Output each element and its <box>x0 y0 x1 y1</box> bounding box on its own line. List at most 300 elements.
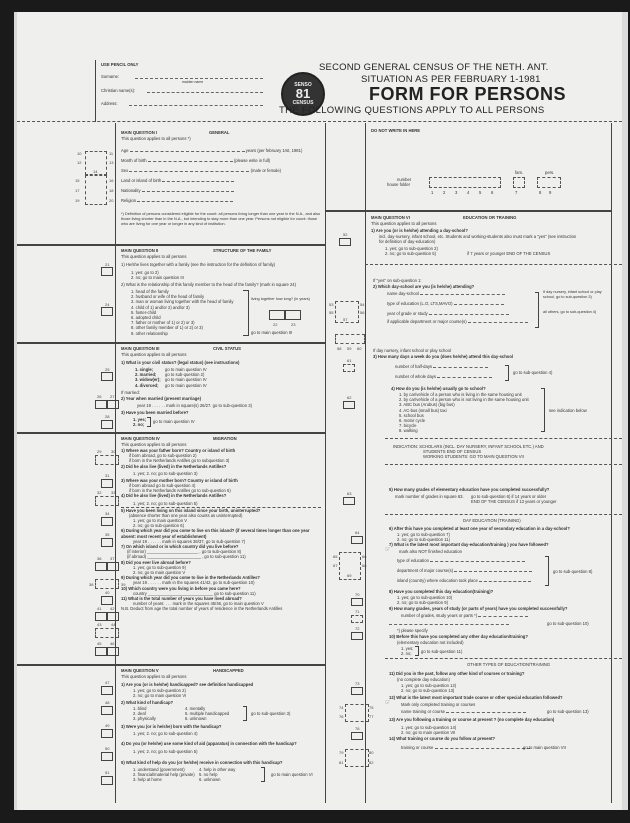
q3-s3-no[interactable]: 2. no; <box>133 422 145 427</box>
input[interactable] <box>435 745 530 749</box>
square-73[interactable] <box>351 687 363 695</box>
input[interactable] <box>468 319 528 323</box>
q4-s5-yes[interactable]: 1. yes; go to main question V <box>133 518 188 524</box>
transport-opt-4[interactable]: 4. AC-bus (small bus) taxi <box>399 407 447 413</box>
square-num-37: 37 <box>110 556 115 561</box>
q5-s2: 2) What kind of handicap? <box>121 700 174 705</box>
q5-s1-yes[interactable]: 1. yes; go to sub-question 2) <box>133 688 186 693</box>
q6-section: EDUCATION OR TRAINING <box>463 215 517 220</box>
square-num-57: 57 <box>343 317 348 322</box>
square-41[interactable] <box>95 612 107 621</box>
q6-s6-yes[interactable]: 1. yes; go to sub-question 7) <box>397 532 450 537</box>
religion-input[interactable] <box>137 198 233 202</box>
q4-nb: N.B. Deduct from age the total number of years of residence in the Netherlands Antilles <box>121 606 283 612</box>
q2-opt-2[interactable]: 2. husband or wife of the head of family <box>131 294 205 300</box>
q6-field-year-grade[interactable] <box>387 311 537 319</box>
square-46[interactable] <box>107 647 119 656</box>
q4-q5-separator <box>17 664 325 666</box>
q6-s10-note: (elementary education not included) <box>397 640 464 645</box>
square-37[interactable] <box>107 562 119 571</box>
q6-s4-bracket <box>541 388 545 432</box>
square-num-71: 71 <box>355 609 360 614</box>
square-num-80: 80 <box>369 750 374 755</box>
square-num-19: 19 <box>75 198 80 203</box>
q6-field-island[interactable] <box>397 578 532 588</box>
q5-s1-no[interactable]: 2. no; go to main question VI <box>133 693 187 698</box>
square-num-56: 56 <box>360 310 365 315</box>
square-num-28: 28 <box>105 414 110 419</box>
digit-5: 5 <box>479 190 482 195</box>
q6-s8: 8) Have you completed this day education(training)? <box>389 589 494 594</box>
q6-s11: 11) Did you in the past, follow any other kind of courses or training? <box>389 671 525 676</box>
input[interactable] <box>430 558 525 562</box>
q2-opt-9[interactable]: 9. other relationship <box>131 330 168 336</box>
q4-s11: 11) What is the total number of years you have lived abroad? <box>121 596 242 602</box>
q3-opt-divorced[interactable] <box>135 383 207 388</box>
square-num-65: 65 <box>333 554 338 559</box>
square-num-79: 79 <box>339 750 344 755</box>
right-column-divider <box>365 123 366 803</box>
square-26[interactable] <box>95 400 107 409</box>
q3-if-married: If married: <box>121 390 140 395</box>
q6-s13-no[interactable]: 2. no; go to main question VII <box>401 730 456 735</box>
square-num-16: 16 <box>109 178 114 183</box>
month-label: Month of birth <box>121 158 147 163</box>
square-num-53: 53 <box>329 302 334 307</box>
square-num-69: 69 <box>347 573 352 578</box>
square-21[interactable] <box>101 267 113 276</box>
square-num-29: 29 <box>97 449 102 454</box>
indication-line2: STUDENTS END OF CENSUS <box>423 449 482 455</box>
q6-s10-no[interactable]: 2. no; <box>401 651 412 656</box>
square-38-39[interactable] <box>95 579 119 589</box>
q6-s14-goto: go to main question VII <box>523 745 566 750</box>
q2-bracket <box>243 290 249 336</box>
q2-opt-1[interactable]: 1. head of the family <box>131 289 169 294</box>
q6-s10-goto: go to sub-question 11) <box>421 649 463 654</box>
q4-s3-note1: if born abroad go to sub-question 4) <box>129 483 196 489</box>
transport-opt-1[interactable]: 1. by car/vehicle of a person who is living in the same housing unit <box>399 392 522 397</box>
square-43-44[interactable] <box>95 628 119 638</box>
q6-indication-bottom <box>385 464 627 465</box>
q2-s2: 2) What is the relationship of this family member to the head of the family? (mark in square 24) <box>121 282 297 287</box>
square-num-36: 36 <box>97 556 102 561</box>
square-num-43: 43 <box>97 622 102 627</box>
square-58-60[interactable] <box>335 334 365 344</box>
q6-s1-no[interactable]: 2. no; go to sub-question 5) <box>385 251 436 256</box>
square-num-58: 58 <box>337 346 342 351</box>
surname-label: Surname: <box>101 74 120 79</box>
q4-s3[interactable]: 3) Where was your mother born? Country or island of birth <box>121 477 238 483</box>
q3-s1-options <box>135 367 207 388</box>
input[interactable] <box>478 613 528 617</box>
square-num-67: 67 <box>333 563 338 568</box>
logo-top-text: SENSO <box>294 82 312 88</box>
handicap-unknown[interactable]: 6. unknown <box>185 716 207 722</box>
q6-s1-yes[interactable]: 1. yes; go to sub-question 2) <box>385 246 438 251</box>
q2-opt-6[interactable]: 6. adopted child <box>131 315 161 321</box>
square-24[interactable] <box>101 307 113 316</box>
square-num-68: 68 <box>362 563 367 568</box>
square-32-33[interactable] <box>95 496 119 506</box>
q6-s1-end: if 7 years or younger END OF THE CENSUS <box>467 251 551 256</box>
help-unknown[interactable]: 6. unknown <box>199 777 221 783</box>
square-31[interactable] <box>101 479 113 488</box>
help-private[interactable]: 2. financial/material help (private) <box>133 772 195 778</box>
square-num-76: 76 <box>339 714 344 719</box>
q2-opt-7[interactable]: 7. father or mother of 1) or 2) or 3) <box>131 320 195 326</box>
q6-field-type-ed[interactable] <box>397 558 532 568</box>
q4-s7: 7) On which island or in which country did you live before? <box>121 544 239 550</box>
q4-s1[interactable]: 1) Where was your father born? Country or island of birth <box>121 448 236 453</box>
q3-section: CIVIL STATUS <box>213 346 241 351</box>
q1-field-birthplace[interactable] <box>121 178 321 188</box>
q2-s1-opt2[interactable]: 2. no; go to main question III <box>131 275 184 280</box>
q6-s6-no[interactable]: 2. no; go to sub-question 11) <box>397 537 450 542</box>
square-70[interactable] <box>351 598 363 606</box>
q5-help-col1 <box>133 767 195 783</box>
q6-s9-note: *) please specify <box>397 628 428 633</box>
square-28[interactable] <box>101 420 113 429</box>
q6-title: MAIN QUESTION VI <box>371 215 410 220</box>
q4-s7-abroad[interactable]: (if abroad) _______________________ , go to sub-question 11) <box>127 554 246 560</box>
transport-opt-8[interactable]: 8. walking <box>399 428 418 434</box>
square-63[interactable] <box>343 497 355 505</box>
input[interactable] <box>433 364 488 368</box>
input[interactable] <box>429 311 509 315</box>
q6-s2-goto2: all others, go to sub-question 4) <box>543 310 597 314</box>
q6-s9-field[interactable] <box>401 613 528 618</box>
help-none[interactable]: 5. no help <box>199 772 218 778</box>
q1-title: MAIN QUESTION I <box>121 130 158 135</box>
q6-s8-no[interactable]: 2. no; go to sub-question 9) <box>397 600 448 605</box>
q5-s3-opts[interactable]: 1. yes; 2. no; go to sub-question 4) <box>133 731 198 736</box>
square-num-74: 74 <box>339 705 344 710</box>
square-num-49: 49 <box>105 723 110 728</box>
q2-opt-8[interactable]: 8. other family member of 1) or 2) or 3) <box>131 325 203 331</box>
title-sub: THE FOLLOWING QUESTIONS APPLY TO ALL PERSONS <box>279 105 545 116</box>
q4-s5-note: (absence shorter than one year also counts as uninterrupted) <box>129 512 243 518</box>
label: number of whole days <box>395 374 436 379</box>
q5-s5: 5) What kind of help do you (or he/she) receive in connection with this handicap? <box>121 760 283 765</box>
square-num-72: 72 <box>355 626 360 631</box>
maiden-name-hint: maiden name <box>182 80 204 84</box>
square-50[interactable] <box>101 752 113 761</box>
sex-input[interactable] <box>129 168 249 172</box>
square-78[interactable] <box>351 732 363 740</box>
center-divider <box>325 123 326 803</box>
q3-s3-goto: go to main question IV <box>153 419 195 424</box>
square-grid-15-20[interactable] <box>85 175 107 205</box>
q6-s12-field[interactable] <box>401 709 526 714</box>
q5-s3: 3) Were you (or is he/she) born with the handicap? <box>121 724 222 729</box>
q3-s1: 1) What is your civil status? (legal status) (see instructions) <box>121 360 240 365</box>
q6-field-half-days[interactable] <box>395 364 492 374</box>
month-input[interactable] <box>148 158 233 162</box>
q6-field-name-school[interactable] <box>387 291 537 301</box>
label: number of grades, study years or parts *) <box>401 613 478 618</box>
transport-opt-5[interactable]: 5. school bus <box>399 412 424 418</box>
logo-year: 81 <box>295 86 311 101</box>
q4-s9-year[interactable]: year 19 . . . . . . mark in the squares 41/42, go to sub-question 10) <box>133 580 255 586</box>
q2-title: MAIN QUESTION II <box>121 248 159 253</box>
input[interactable] <box>437 374 492 378</box>
q6-s5: 5) How many grades of elementary education have you completed successfully? <box>389 487 550 492</box>
square-40[interactable] <box>101 596 113 605</box>
q4-s5-no[interactable]: 2. no; go to sub-question 6) <box>133 523 184 529</box>
square-64[interactable] <box>351 536 363 544</box>
square-49[interactable] <box>101 729 113 738</box>
q1-field-nationality[interactable] <box>121 188 321 198</box>
q4-s2-opts[interactable]: 1. yes; 2. no; go to sub-question 3) <box>133 470 198 476</box>
nationality-label: Nationality <box>121 188 141 193</box>
q6-field-dept-major[interactable] <box>397 568 532 578</box>
digit-4: 4 <box>467 190 470 195</box>
input[interactable] <box>454 301 504 305</box>
q6-s13-yes[interactable]: 1. yes; go to sub-question 14) <box>401 725 457 730</box>
opt-num: 1. single; <box>135 367 154 372</box>
handicap-multiple[interactable]: 5. multiple handicapped <box>185 711 230 717</box>
square-25[interactable] <box>101 372 113 381</box>
house-folder-number-input[interactable] <box>429 177 501 188</box>
q2-s1-opt1[interactable]: 1. yes: go to 2) <box>131 270 159 275</box>
square-51[interactable] <box>101 776 113 785</box>
q5-s1: 1) Are you (or is he/she) handicapped? see definition handicapped <box>121 682 254 687</box>
square-36[interactable] <box>95 562 107 571</box>
square-num-52: 52 <box>343 232 348 237</box>
house-folder-label: house folder <box>387 182 411 187</box>
q6-s3: 3) How many days a week do you (does he/she) attend this day-school <box>373 354 514 359</box>
number-label: number <box>397 177 412 182</box>
nationality-input[interactable] <box>142 188 234 192</box>
q5-s4: 4) Do you (or he/she) use some kind of aid (apparatus) in connection with the handicap? <box>121 741 297 746</box>
q4-s8: 8) Did you ever live abroad before? <box>121 559 191 565</box>
q1-field-age[interactable] <box>121 148 321 158</box>
square-72[interactable] <box>351 632 363 640</box>
square-num-78: 78 <box>355 726 360 731</box>
help-at-home[interactable]: 3. help at home <box>133 777 162 783</box>
label: number of half-days <box>395 364 433 369</box>
square-num-18: 18 <box>109 188 114 193</box>
q6-s11-note: (no complete day education) <box>397 677 450 682</box>
square-48[interactable] <box>101 706 113 715</box>
q4-s4-opts[interactable]: 1. yes; 2. no; go to sub-question 5) <box>121 499 321 508</box>
square-45[interactable] <box>95 647 107 656</box>
birthplace-input[interactable] <box>162 178 234 182</box>
square-num-17: 17 <box>75 188 80 193</box>
square-34[interactable] <box>101 517 113 526</box>
square-num-63: 63 <box>347 491 352 496</box>
q6-s13: 13) Are you following a training or course at present ? (no complete day education) <box>389 717 555 722</box>
square-num-12: 12 <box>77 160 82 165</box>
q6-s14: 14) What training or course do you follow at present? <box>389 736 496 741</box>
q5-s4-opts[interactable]: 1. yes; 2. no; go to sub-question 5) <box>133 749 198 754</box>
q3-title: MAIN QUESTION III <box>121 346 160 351</box>
q4-s6: 6) During which year did you come to live on this island? (if several times longer than one year absent: most recent year of establishment) <box>121 528 310 539</box>
q5-help-col2 <box>199 767 235 783</box>
square-num-30: 30 <box>111 449 116 454</box>
q4-s3-note2: if born in the Netherlands Antilles go to sub-question 5) <box>129 488 231 494</box>
q5-handicap-col2 <box>185 706 229 722</box>
q6-s11-yes[interactable]: 1. yes; go to sub-question 12) <box>401 683 457 688</box>
square-grid-79-82[interactable] <box>345 749 369 767</box>
surname-field[interactable] <box>135 78 263 79</box>
q6-s11-no[interactable]: 2. no; go to sub-question 13) <box>401 688 455 693</box>
square-num-33: 33 <box>111 490 116 495</box>
christian-names-label: Christian name(s): <box>101 88 136 93</box>
indication-line1: INDICATION: SCHOLARS (INCL. DAY NURSERY, INFANT SCHOOL ETC.) AND <box>393 444 544 449</box>
square-num-45: 45 <box>97 641 102 646</box>
square-num-75: 75 <box>369 705 374 710</box>
age-input[interactable] <box>130 148 245 152</box>
q2-opt-4[interactable]: 4. child of 1) and/or 2) and/or 3) <box>131 304 190 310</box>
square-num-66: 66 <box>362 554 367 559</box>
q4-s8-yes[interactable]: 1. yes; go to sub-question 9) <box>133 564 186 570</box>
q3-s2-line[interactable]: year 19 . . . . . . mark in square(s) 26/27. go to sub-question 3) <box>137 403 252 408</box>
q4-s7-interior[interactable]: (if interior) ______________________ , go to sub-question 8) <box>127 549 242 555</box>
help-government[interactable]: 1. understand (government) <box>133 767 185 772</box>
q4-s10: 10) Which country were you living in before you came here? <box>121 585 241 591</box>
label: island (country) where education took place <box>397 578 478 583</box>
q4-s5: 5) Have you been living on this island since your birth, uninterrupted? <box>121 507 261 513</box>
q6-s7-fields <box>397 558 532 588</box>
square-62[interactable] <box>343 401 355 409</box>
handicap-blind[interactable]: 1. blind <box>133 706 147 711</box>
handicap-deaf[interactable]: 2. deaf <box>133 711 146 717</box>
q6-s2: 2) Which day-school are you (is he/she) attending? <box>373 284 475 289</box>
square-num-60: 60 <box>357 346 362 351</box>
q3-s3-yes[interactable]: 1. yes; <box>133 417 147 422</box>
square-num-54: 54 <box>360 302 365 307</box>
q6-s10-yes[interactable]: 1. yes; <box>401 646 414 651</box>
square-35[interactable] <box>101 538 113 547</box>
input[interactable] <box>454 568 532 572</box>
square-22[interactable] <box>269 310 285 320</box>
q6-s5-line[interactable]: mark number of grades in square 63. <box>395 494 464 499</box>
office-q6-separator <box>325 210 611 212</box>
religion-label: Religion <box>121 198 137 203</box>
q5-help-goto: go to main question VI <box>271 772 313 777</box>
transport-opt-3[interactable]: 3. ABC bus (Arubus) (big bus) <box>399 402 455 408</box>
transport-opt-2[interactable]: 2. by car/vehicle of a person who is not living in the same housing unit <box>399 397 529 403</box>
q3-q4-separator <box>17 432 325 434</box>
q4-s10-country[interactable]: country ____________________________ go to sub-question 11) <box>133 590 256 596</box>
q6-s3-bracket <box>505 365 509 381</box>
q6-s9: 9) How many grades, years of study (or parts of years) have you completed successfully? <box>389 606 568 611</box>
q6-s1: 1) Are you (or is he/she) attending a day-school? <box>371 228 468 233</box>
q4-s8-no[interactable]: 2. no; go to main question V <box>133 570 186 576</box>
q6-s7-goto: go to sub-question 8) <box>553 569 593 574</box>
q1-fields <box>121 148 321 208</box>
q1-field-month[interactable] <box>121 158 321 168</box>
age-label: Age <box>121 148 129 153</box>
q1-field-religion[interactable] <box>121 198 321 208</box>
q5-title: MAIN QUESTION V <box>121 668 159 673</box>
opt-goto: go to sub-question 2) <box>165 372 205 378</box>
digit-2: 2 <box>443 190 446 195</box>
q1-footnote: *) Definition of persons considered eligible for the count: all persons living longer than one year in the N.A., and also those living shorter than in the N.A., but intending to stay more than one year. Persons not eligible for count: those who are living for one year or longer in any kind of institution. <box>121 211 321 226</box>
label: department of major course(s) <box>397 568 454 573</box>
transport-opt-6[interactable]: 6. motor cycle <box>399 418 426 424</box>
help-other[interactable]: 4. help in other way <box>199 767 236 772</box>
q4-s6-year[interactable]: year 19 . . . . . . mark in squares 36/37, go to sub-question 7) <box>133 538 246 544</box>
label: training or course <box>401 745 434 750</box>
square-47[interactable] <box>101 686 113 695</box>
q3-applies: This question applies to all persons <box>121 352 187 357</box>
pers-number-input[interactable] <box>537 177 561 188</box>
q6-s9-goto: go to sub-question 10) <box>547 621 589 626</box>
q6-s2-goto1: If day nursery, infant school or play school, go to sub-question 3) <box>543 290 602 299</box>
q6-s12: 12) What is the latest most important trade course or other special education followed? <box>389 695 563 700</box>
handicap-mentally[interactable]: 4. mentally <box>185 706 206 711</box>
q6-s7: 7) What is the latest most important day-education/training ) you have followed? <box>389 542 549 547</box>
q6-s7-note: mark also NOT finished education <box>399 549 462 554</box>
square-27[interactable] <box>107 400 119 409</box>
q6-s4-options <box>399 392 529 434</box>
q4-s11-years[interactable]: number of years: . . . mark in the squares 45/46, go to main question V <box>133 601 264 607</box>
input[interactable] <box>420 291 505 295</box>
q1-section: GENERAL <box>209 130 230 135</box>
q6-s14-field[interactable] <box>401 745 530 750</box>
square-71[interactable] <box>351 615 363 623</box>
square-num-77: 77 <box>369 714 374 719</box>
label: type of education (L.O, LTS,MAVO) <box>387 301 453 306</box>
q6-s9-extra-line[interactable] <box>389 624 509 625</box>
square-23[interactable] <box>285 310 301 320</box>
input[interactable] <box>479 578 531 582</box>
square-num-47: 47 <box>105 680 110 685</box>
square-52[interactable] <box>339 238 351 246</box>
square-61[interactable] <box>343 364 355 372</box>
digit-8: 8 <box>539 190 542 195</box>
q2-opt-3[interactable]: 3. man or woman living together with the head of family <box>131 299 234 305</box>
q6-field-type-education[interactable] <box>387 301 537 311</box>
q2-opt-5[interactable]: 5. foster-child <box>131 309 157 315</box>
fam-number-input[interactable] <box>513 177 525 188</box>
label: year of grade or study <box>387 311 428 316</box>
input[interactable] <box>446 709 526 713</box>
q6-s3-goto: go to sub-question 4) <box>513 370 553 375</box>
q6-field-whole-days[interactable] <box>395 374 492 384</box>
transport-opt-7[interactable]: 7. bicycle <box>399 423 417 429</box>
q5-handicap-goto: go to sub-question 3) <box>251 711 291 716</box>
q6-s3-pre: If day nursery, infant school or play school <box>373 348 451 353</box>
q2-goto: go to main question III <box>251 330 293 335</box>
handicap-physically[interactable]: 3. physically <box>133 716 156 722</box>
square-29-30[interactable] <box>95 455 119 465</box>
square-num-42: 42 <box>110 606 115 611</box>
square-num-24: 24 <box>105 302 110 307</box>
square-num-14: 14 <box>93 169 98 174</box>
q3-bracket <box>147 417 151 427</box>
square-num-46: 46 <box>110 641 115 646</box>
square-42[interactable] <box>107 612 119 621</box>
q6-s5-goto <box>471 494 557 504</box>
square-num-39: 39 <box>121 582 126 587</box>
q6-s12-note: Mark only completed training or courses <box>401 702 476 707</box>
q6-field-department[interactable] <box>387 319 537 324</box>
square-num-73: 73 <box>355 681 360 686</box>
age-hint: years (per february 1rst, 1981) <box>245 148 303 153</box>
square-num-70: 70 <box>355 592 360 597</box>
address-field[interactable] <box>129 105 263 106</box>
christian-names-field[interactable] <box>147 92 263 93</box>
q6-s8-yes[interactable]: 1. yes; go to sub-question 10) <box>397 595 453 600</box>
q1-field-sex[interactable] <box>121 168 321 178</box>
square-grid-74-77[interactable] <box>345 704 369 722</box>
indication-line3: WORKING STUDENTS: GO TO MAIN QUESTION VII <box>423 454 524 460</box>
label: name day-school <box>387 291 419 296</box>
